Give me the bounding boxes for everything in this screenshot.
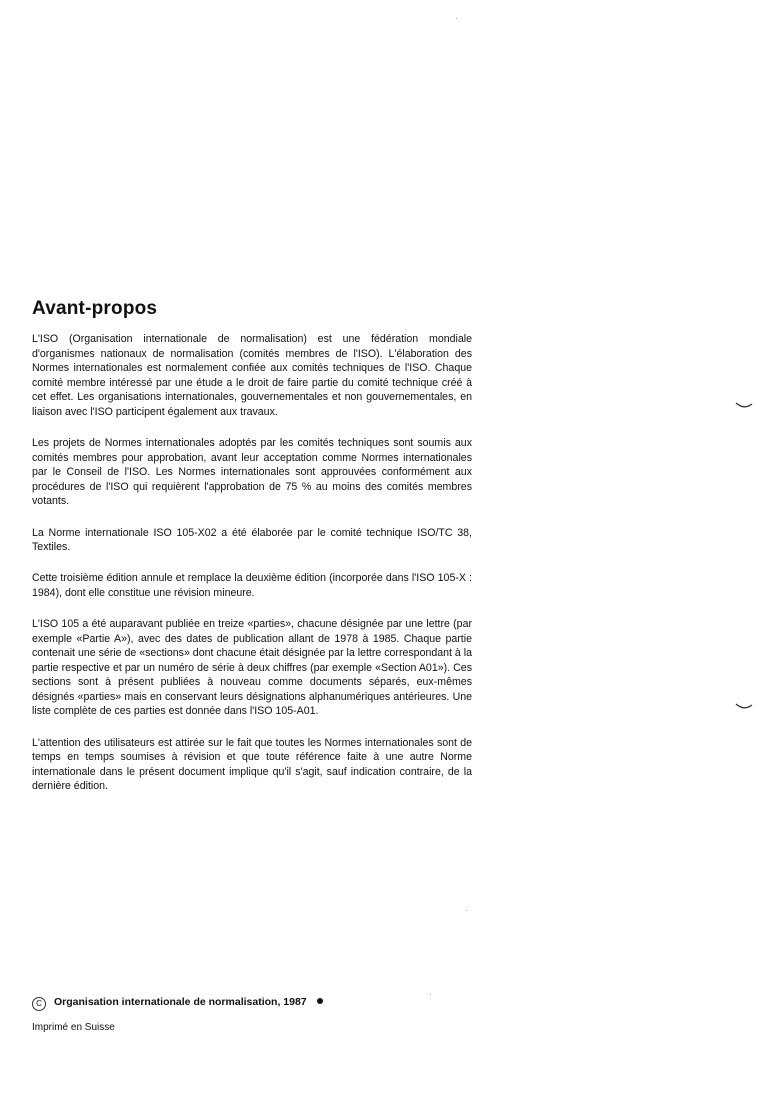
copyright-line [32,996,323,1011]
imprint-text: Imprimé en Suisse [32,1022,115,1033]
binding-mark-icon [734,701,754,713]
binding-mark-icon [734,400,754,412]
foreword-body [32,332,472,810]
paragraph-technical-committee: La Norme internationale ISO 105-X02 a été élaborée par le comité technique ISO/TC 38, Textiles. [32,526,472,554]
copyright-text: Organisation internationale de normalisation, 1987 [54,996,307,1008]
paragraph-revision-notice: L'attention des utilisateurs est attirée sur le fait que toutes les Normes internationales sont de temps en temps soumises à révision et que toute référence faite à une autre Norme internationale dans le présent document implique qu'il s'agit, sauf indication contraire, de la dernière édition. [32,736,472,793]
scan-speck [430,994,431,995]
bullet-icon [317,998,323,1004]
paragraph-iso-intro: L'ISO (Organisation internationale de normalisation) est une fédération mondiale d'organismes nationaux de normalisation (comités membres de l'ISO). L'élaboration des Normes internationales est normalement confiée aux comités techniques de l'ISO. Chaque comité membre intéressé par une étude a le droit de faire partie du comité technique créé à cet effet. Les organisations internationales, gouvernementales et non gouvernementales, en liaison avec l'ISO participent également aux travaux. [32,333,472,418]
scan-speck [456,18,457,19]
paragraph-draft-approval: Les projets de Normes internationales adoptés par les comités techniques sont soumis aux comités membres pour approbation, avant leur acceptation comme Normes internationales par le Conseil de l'ISO. Les Normes internationales sont approuvées conformément aux procédures de l'ISO qui requièrent l'approbation de 75 % au moins des comités membres votants. [32,437,472,508]
paragraph-edition: Cette troisième édition annule et remplace la deuxième édition (incorporée dans l'ISO 105-X : 1984), dont elle constitue une révision mineure. [32,572,472,599]
copyright-icon: C [32,997,46,1011]
scan-speck [466,910,467,911]
paragraph-parts-history: L'ISO 105 a été auparavant publiée en treize «parties», chacune désignée par une lettre (par exemple «Partie A»), avec des dates de publication allant de 1978 à 1985. Chaque partie contenait une série de «sections» dont chacune était désignée par la lettre correspondant à la partie respective et par un numéro de série à deux chiffres (par exemple «Section A01»). Ces sections sont à présent publiées à nouveau comme documents séparés, eux-mêmes désignés «parties» mais en conservant leurs désignations alphanumériques antérieures. Une liste complète de ces parties est donnée dans l'ISO 105-A01. [32,617,472,718]
page-title: Avant-propos [32,298,158,319]
